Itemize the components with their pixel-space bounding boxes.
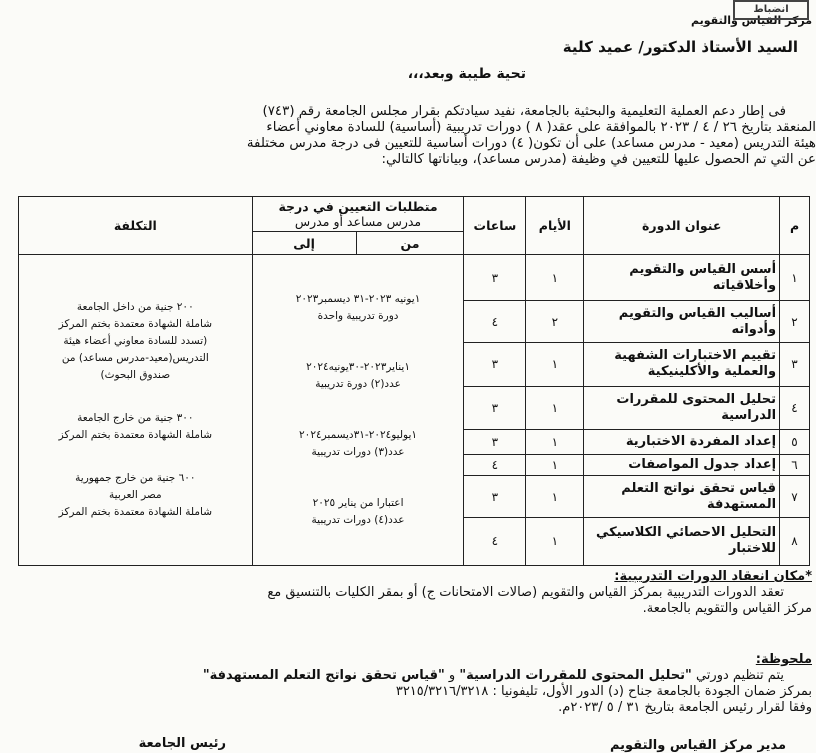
cost-line: شاملة الشهادة معتمدة بختم المركز [58, 318, 212, 331]
cost-line: شاملة الشهادة معتمدة بختم المركز [58, 506, 212, 519]
cost-block [22, 299, 249, 384]
cost-line: ٣٠٠ جنية من خارج الجامعة [77, 412, 194, 425]
salutation: السيد الأستاذ الدكتور/ عميد كلية [562, 38, 798, 56]
paragraph-line: هيئة التدريس (معيد - مدرس مساعد) على أن تكون( ٤) دورات أساسية للتعيين فى درجة مدرس مختلفة [246, 136, 816, 151]
row-hours: ٤ [464, 301, 526, 343]
row-hours: ٤ [464, 455, 526, 476]
row-days: ١ [526, 342, 584, 386]
requirement-block [256, 359, 461, 393]
cost-line: التدريس(معيد-مدرس مساعد) من [61, 352, 209, 365]
requirement-block [256, 495, 461, 529]
courses-table [18, 196, 810, 566]
note-line: بمركز ضمان الجودة بالجامعة جناح (د) الدور الأول، تليفونيا : ٣٢١٥/٣٢١٦/٣٢١٨ [395, 684, 812, 699]
paragraph-line: عن التي تم الحصول عليها للتعيين في وظيفة (مدرس مساعد)، وبياناتها كالتالي: [381, 152, 816, 167]
header-to: إلى [252, 232, 356, 255]
paragraph-line: المنعقد بتاريخ ٢٦ / ٤ / ٢٠٢٣ بالموافقة على عقد( ٨ ) دورات تدريبية (أساسية) للسادة معاوني أعضاء [266, 120, 816, 135]
header-cost: التكلفة [19, 197, 253, 255]
row-title: إعداد المفردة الاختبارية [584, 430, 780, 455]
requirement-count: دورة تدريبية واحدة [317, 310, 399, 323]
requirement-period: ١يناير٢٠٢٣-٣٠يونيه٢٠٢٤ [306, 361, 410, 374]
requirement-count: عدد(٤) دورات تدريبية [311, 514, 405, 527]
note-course-2: "قياس تحقق نواتج التعلم المستهدفة" [202, 668, 445, 683]
note-line [0, 668, 812, 684]
row-title: التحليل الاحصائي الكلاسيكي للاختبار [584, 517, 780, 565]
row-title: تحليل المحتوى للمقررات الدراسية [584, 386, 780, 430]
cost-cell [19, 255, 253, 566]
row-days: ١ [526, 517, 584, 565]
cost-line: شاملة الشهادة معتمدة بختم المركز [58, 429, 212, 442]
row-title: إعداد جدول المواصفات [584, 455, 780, 476]
paragraph-line: فى إطار دعم العملية التعليمية والبحثية بالجامعة، نفيد سيادتكم بقرار مجلس الجامعة رقم (٧٤٣) [262, 104, 786, 119]
requirements-cell [252, 255, 464, 566]
cost-block [22, 470, 249, 521]
cost-block [22, 410, 249, 444]
requirement-period: اعتبارا من يناير ٢٠٢٥ [312, 497, 404, 510]
venue-line: تعقد الدورات التدريبية بمركز القياس والتقويم (صالات الامتحانات ج) أو بمقر الكليات بالتنسيق مع [267, 585, 784, 600]
row-days: ١ [526, 476, 584, 518]
row-hours: ٣ [464, 386, 526, 430]
row-num: ١ [780, 255, 810, 301]
header-requirements-title: متطلبات التعيين في درجة [278, 199, 438, 215]
header-hours: ساعات [464, 197, 526, 255]
note-heading: ملحوظة: [755, 652, 812, 667]
center-name: مركز القياس والتقويم [691, 14, 812, 27]
cost-line: صندوق البحوث) [100, 369, 171, 382]
logo-stamp: انضباط [733, 0, 809, 20]
row-days: ١ [526, 455, 584, 476]
row-hours: ٣ [464, 476, 526, 518]
header-requirements [252, 197, 464, 232]
requirement-period: ١يونيه ٢٠٢٣-٣١ ديسمبر٢٠٢٣ [295, 293, 421, 306]
row-days: ١ [526, 386, 584, 430]
row-hours: ٤ [464, 517, 526, 565]
row-num: ٨ [780, 517, 810, 565]
venue-line: مركز القياس والتقويم بالجامعة. [642, 601, 812, 616]
row-num: ٢ [780, 301, 810, 343]
row-num: ٥ [780, 430, 810, 455]
header-num: م [780, 197, 810, 255]
requirement-count: عدد(٣) دورات تدريبية [311, 446, 405, 459]
row-title: أساليب القياس والتقويم وأدواته [584, 301, 780, 343]
note-course-1: "تحليل المحتوى للمقررات الدراسية" [459, 668, 692, 683]
row-title: قياس تحقق نواتج التعلم المستهدفة [584, 476, 780, 518]
greeting: تحية طيبة وبعد،،، [407, 66, 526, 82]
row-hours: ٣ [464, 430, 526, 455]
table-row [19, 255, 810, 301]
row-hours: ٣ [464, 255, 526, 301]
venue-heading: *مكان انعقاد الدورات التدريبية: [614, 569, 812, 584]
row-num: ٤ [780, 386, 810, 430]
president-signature: رئيس الجامعة [138, 736, 226, 751]
header-from: من [356, 232, 464, 255]
row-num: ٧ [780, 476, 810, 518]
row-num: ٣ [780, 342, 810, 386]
header-title: عنوان الدورة [584, 197, 780, 255]
row-title: أسس القياس والتقويم وأخلاقياته [584, 255, 780, 301]
requirement-period: ١يوليو٢٠٢٤-٣١ديسمبر٢٠٢٤ [299, 429, 418, 442]
requirement-block [256, 427, 461, 461]
header-requirements-sub: مدرس مساعد أو مدرس [294, 214, 422, 230]
cost-line: (تسدد للسادة معاوني أعضاء هيئة [63, 335, 208, 348]
cost-line: ٢٠٠ جنية من داخل الجامعة [76, 301, 194, 314]
note-prefix: يتم تنظيم دورتي [691, 668, 784, 683]
row-days: ١ [526, 255, 584, 301]
note-section [0, 652, 812, 716]
requirement-block [256, 291, 461, 325]
note-line: وفقا لقرار رئيس الجامعة بتاريخ ٣١ / ٥ /٢٠٢٣م. [558, 700, 812, 715]
requirement-count: عدد(٢) دورة تدريبية [315, 378, 401, 391]
cost-line: مصر العربية [109, 489, 162, 502]
row-num: ٦ [780, 455, 810, 476]
note-conjunction: و [444, 668, 460, 683]
row-days: ٢ [526, 301, 584, 343]
header-days: الأيام [526, 197, 584, 255]
row-hours: ٣ [464, 342, 526, 386]
row-title: تقييم الاختبارات الشفهية والعملية والأكلينيكية [584, 342, 780, 386]
cost-line: ٦٠٠ جنية من خارج جمهورية [75, 472, 196, 485]
venue-section [0, 569, 812, 617]
row-days: ١ [526, 430, 584, 455]
intro-paragraph [0, 104, 816, 168]
director-signature: مدير مركز القياس والتقويم [609, 738, 786, 753]
